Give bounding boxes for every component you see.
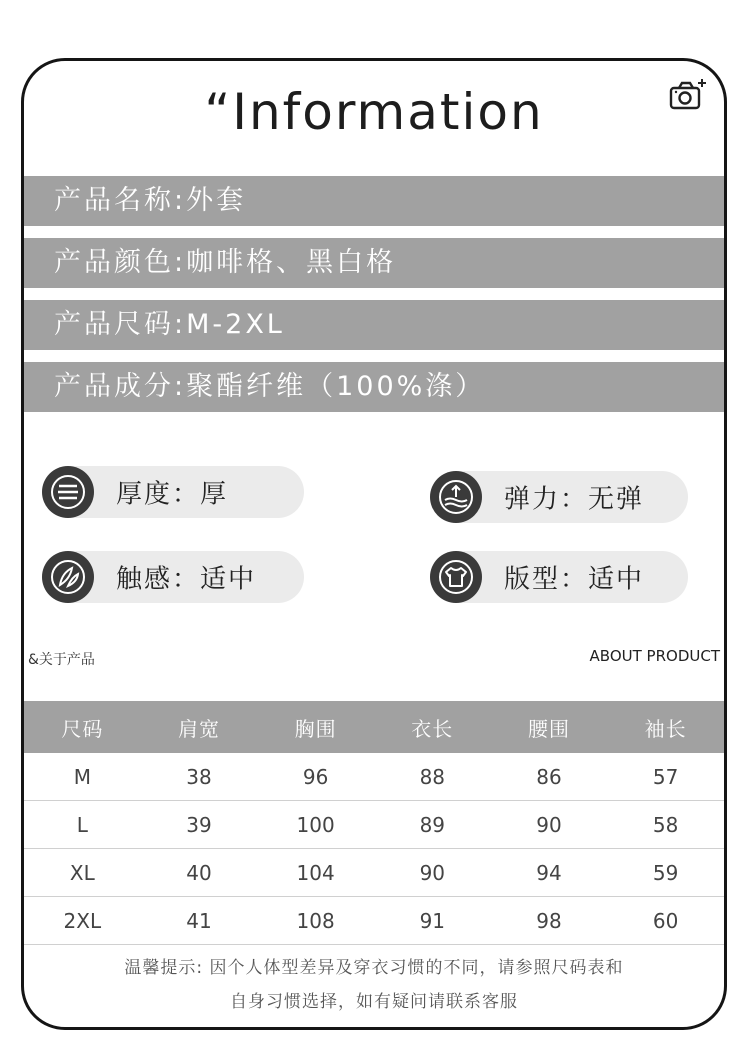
table-cell: 40 — [141, 849, 258, 897]
table-cell: 58 — [607, 801, 724, 849]
layers-icon — [42, 466, 94, 518]
tip-line-1: 温馨提示: 因个人体型差异及穿衣习惯的不同，请参照尺码表和 — [124, 958, 624, 978]
table-row — [24, 897, 724, 945]
attr-elasticity — [430, 471, 688, 523]
col-header: 尺码 — [24, 701, 141, 753]
table-row — [24, 753, 724, 801]
size-table — [24, 701, 724, 945]
info-bar-name: 产品名称:外套 — [24, 176, 724, 226]
table-cell: 2XL — [24, 897, 141, 945]
info-bar-color: 产品颜色:咖啡格、黑白格 — [24, 238, 724, 288]
attr-thickness — [42, 466, 304, 518]
info-bar-size: 产品尺码:M-2XL — [24, 300, 724, 350]
table-cell: 39 — [141, 801, 258, 849]
col-header: 胸围 — [257, 701, 374, 753]
attr-fit — [430, 551, 688, 603]
table-cell: 108 — [257, 897, 374, 945]
table-cell: 86 — [491, 753, 608, 801]
tshirt-icon — [430, 551, 482, 603]
size-table-header — [24, 701, 724, 753]
attr-thickness-label: 厚度：厚 — [116, 479, 229, 510]
page-title: “Information — [204, 83, 544, 141]
table-cell: 59 — [607, 849, 724, 897]
stretch-icon — [430, 471, 482, 523]
tip-line-2: 自身习惯选择，如有疑问请联系客服 — [230, 992, 518, 1012]
table-cell: 90 — [491, 801, 608, 849]
attr-touch-label: 触感：适中 — [116, 564, 257, 595]
table-cell: 60 — [607, 897, 724, 945]
col-header: 袖长 — [607, 701, 724, 753]
table-cell: 96 — [257, 753, 374, 801]
table-cell: 88 — [374, 753, 491, 801]
table-row — [24, 849, 724, 897]
col-header: 肩宽 — [141, 701, 258, 753]
attr-elasticity-label: 弹力：无弹 — [504, 484, 645, 515]
table-cell: 91 — [374, 897, 491, 945]
about-product-en: ABOUT PRODUCT — [589, 647, 720, 665]
table-cell: L — [24, 801, 141, 849]
feather-icon — [42, 551, 94, 603]
info-card — [21, 58, 727, 1030]
info-bar-material: 产品成分:聚酯纤维（100%涤） — [24, 362, 724, 412]
table-cell: 90 — [374, 849, 491, 897]
table-cell: 57 — [607, 753, 724, 801]
table-cell: XL — [24, 849, 141, 897]
col-header: 腰围 — [491, 701, 608, 753]
attr-touch — [42, 551, 304, 603]
table-cell: 100 — [257, 801, 374, 849]
table-cell: 98 — [491, 897, 608, 945]
table-cell: 41 — [141, 897, 258, 945]
table-cell: 38 — [141, 753, 258, 801]
table-cell: M — [24, 753, 141, 801]
table-cell: 104 — [257, 849, 374, 897]
attr-fit-label: 版型：适中 — [504, 564, 645, 595]
table-cell: 94 — [491, 849, 608, 897]
about-product-cn: &关于产品 — [28, 652, 95, 668]
table-row — [24, 801, 724, 849]
table-cell: 89 — [374, 801, 491, 849]
col-header: 衣长 — [374, 701, 491, 753]
